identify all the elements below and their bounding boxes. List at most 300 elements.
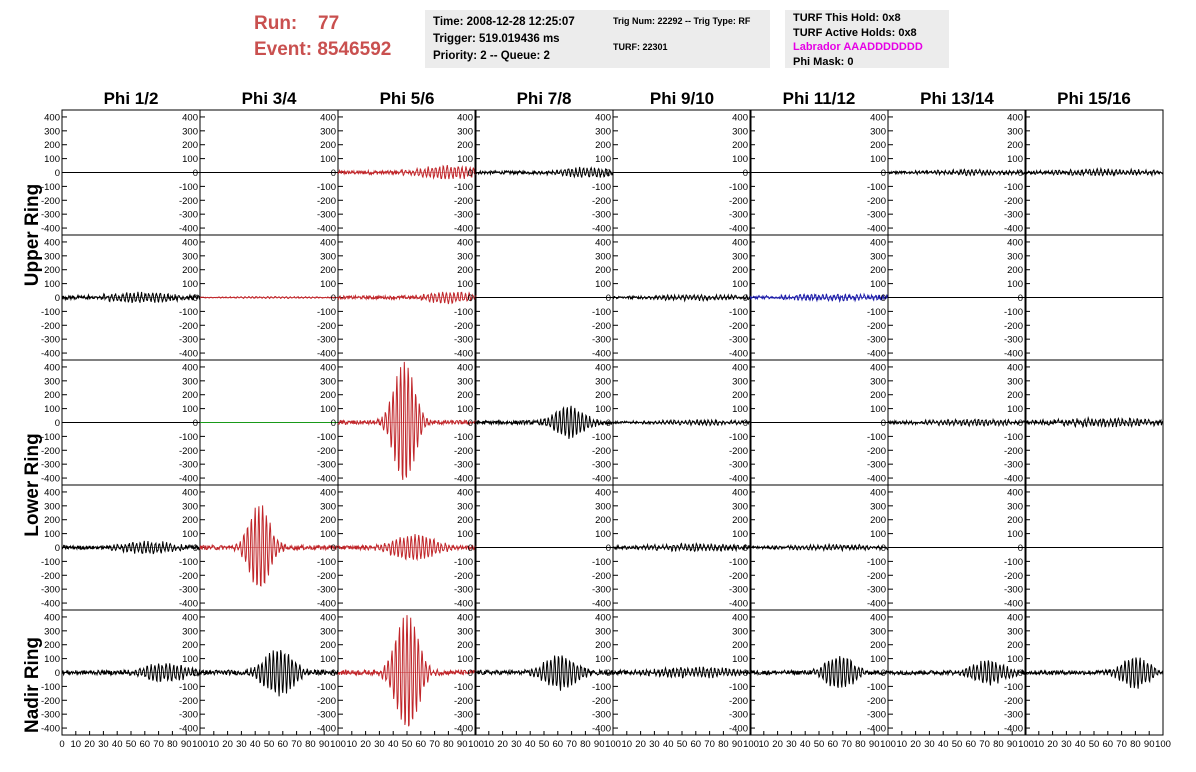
- y-tick-label: 200: [595, 640, 611, 652]
- y-tick-label: -300: [316, 459, 336, 471]
- y-tick-label: 200: [1007, 140, 1023, 152]
- y-tick-label: 100: [1007, 654, 1023, 666]
- y-tick-label: 300: [320, 501, 336, 513]
- y-tick-label: 400: [870, 112, 886, 124]
- y-tick-label: 0: [880, 418, 886, 429]
- y-tick-label: -200: [178, 320, 198, 332]
- y-tick-label: 300: [182, 376, 198, 388]
- y-tick-label: -400: [728, 473, 748, 485]
- y-tick-label: 300: [732, 251, 748, 263]
- y-tick-label: -300: [866, 459, 886, 471]
- y-tick-label: 100: [320, 654, 336, 666]
- y-tick-label: -400: [178, 223, 198, 235]
- y-tick-label: -100: [591, 306, 611, 318]
- y-tick-label: 400: [1007, 112, 1023, 124]
- y-tick-label: -400: [40, 473, 60, 485]
- y-tick-label: 200: [320, 140, 336, 152]
- x-tick-label: 60: [552, 739, 564, 750]
- x-tick-label: 70: [704, 739, 715, 750]
- y-tick-label: -100: [178, 181, 198, 193]
- y-tick-label: 300: [320, 251, 336, 263]
- y-tick-label: 0: [1017, 668, 1023, 679]
- y-tick-label: 400: [595, 487, 611, 499]
- x-tick-label: 90: [456, 739, 468, 750]
- y-tick-label: -200: [453, 570, 473, 582]
- y-tick-label: 200: [320, 515, 336, 527]
- y-tick-label: 0: [54, 543, 60, 554]
- y-tick-label: -400: [591, 473, 611, 485]
- y-tick-label: -100: [1003, 681, 1023, 693]
- y-tick-label: 200: [732, 140, 748, 152]
- y-tick-label: -300: [591, 459, 611, 471]
- y-tick-label: 400: [870, 237, 886, 249]
- y-tick-label: 300: [732, 626, 748, 638]
- y-tick-label: -300: [866, 709, 886, 721]
- y-tick-label: -200: [453, 195, 473, 207]
- y-tick-label: 200: [1007, 640, 1023, 652]
- y-tick-label: -400: [453, 723, 473, 735]
- x-tick-label: 100: [1018, 739, 1034, 750]
- y-tick-label: -400: [728, 598, 748, 610]
- y-tick-label: 200: [182, 140, 198, 152]
- x-tick-label: 20: [910, 739, 921, 750]
- y-tick-label: 200: [182, 265, 198, 277]
- y-tick-label: 200: [44, 390, 60, 402]
- y-tick-label: 100: [732, 654, 748, 666]
- y-tick-label: -400: [591, 723, 611, 735]
- y-tick-label: -200: [178, 445, 198, 457]
- y-tick-label: -100: [316, 431, 336, 443]
- y-tick-label: 400: [182, 612, 198, 624]
- y-tick-label: 400: [732, 112, 748, 124]
- y-tick-label: 300: [1007, 501, 1023, 513]
- y-tick-label: 400: [457, 487, 473, 499]
- y-tick-label: 400: [44, 487, 60, 499]
- y-tick-label: 100: [44, 654, 60, 666]
- waveform-line: [338, 534, 476, 560]
- x-tick-label: 30: [649, 739, 660, 750]
- y-tick-label: 200: [870, 140, 886, 152]
- y-tick-label: 300: [44, 501, 60, 513]
- x-tick-label: 10: [758, 739, 770, 750]
- column-header: Phi 7/8: [516, 89, 572, 108]
- y-tick-label: 300: [595, 376, 611, 388]
- y-tick-label: -100: [728, 181, 748, 193]
- y-tick-label: 100: [870, 279, 886, 291]
- y-tick-label: 300: [182, 501, 198, 513]
- y-tick-label: 400: [732, 612, 748, 624]
- y-tick-label: -100: [316, 556, 336, 568]
- y-tick-label: 100: [457, 279, 473, 291]
- y-tick-label: 400: [732, 237, 748, 249]
- y-tick-label: -100: [178, 556, 198, 568]
- y-tick-label: 200: [870, 265, 886, 277]
- y-tick-label: -400: [591, 598, 611, 610]
- y-tick-label: -200: [40, 445, 60, 457]
- y-tick-label: 0: [742, 168, 748, 179]
- ring-label: Upper Ring: [22, 183, 43, 287]
- y-tick-label: -300: [316, 709, 336, 721]
- y-tick-label: -200: [1003, 695, 1023, 707]
- y-tick-label: 0: [467, 543, 473, 554]
- y-tick-label: 300: [182, 626, 198, 638]
- y-tick-label: 400: [320, 112, 336, 124]
- y-tick-label: 0: [467, 168, 473, 179]
- y-tick-label: -200: [866, 320, 886, 332]
- y-tick-label: 300: [182, 126, 198, 138]
- y-tick-label: 100: [457, 154, 473, 166]
- y-tick-label: -200: [178, 570, 198, 582]
- y-tick-label: 0: [605, 168, 611, 179]
- x-tick-label: 80: [718, 739, 729, 750]
- x-tick-label: 50: [951, 739, 963, 750]
- y-tick-label: -100: [453, 181, 473, 193]
- x-tick-label: 80: [167, 739, 178, 750]
- y-tick-label: 0: [1017, 418, 1023, 429]
- x-tick-label: 80: [1130, 739, 1141, 750]
- y-tick-label: -400: [453, 473, 473, 485]
- y-tick-label: -200: [728, 195, 748, 207]
- y-tick-label: 0: [330, 668, 336, 679]
- y-tick-label: 100: [595, 404, 611, 416]
- y-tick-label: -300: [453, 209, 473, 221]
- y-tick-label: 0: [467, 418, 473, 429]
- y-tick-label: -100: [1003, 306, 1023, 318]
- y-tick-label: -100: [316, 681, 336, 693]
- x-tick-label: 90: [1143, 739, 1155, 750]
- y-tick-label: 200: [44, 640, 60, 652]
- y-tick-label: -400: [866, 348, 886, 360]
- turf-active-line: TURF Active Holds: 0x8: [793, 26, 917, 39]
- x-tick-label: 50: [813, 739, 825, 750]
- y-tick-label: -200: [1003, 445, 1023, 457]
- y-tick-label: 100: [320, 279, 336, 291]
- x-tick-label: 50: [125, 739, 137, 750]
- y-tick-label: 0: [330, 293, 336, 304]
- x-tick-label: 60: [1102, 739, 1114, 750]
- y-tick-label: -300: [453, 709, 473, 721]
- y-tick-label: 100: [182, 279, 198, 291]
- y-tick-label: 200: [182, 515, 198, 527]
- y-tick-label: -400: [316, 598, 336, 610]
- y-tick-label: 0: [54, 168, 60, 179]
- x-tick-label: 20: [635, 739, 646, 750]
- y-tick-label: -300: [728, 709, 748, 721]
- x-tick-label: 20: [222, 739, 233, 750]
- x-tick-label: 70: [979, 739, 990, 750]
- y-tick-label: 300: [1007, 251, 1023, 263]
- y-tick-label: 300: [595, 126, 611, 138]
- y-tick-label: 0: [54, 418, 60, 429]
- y-tick-label: -400: [1003, 473, 1023, 485]
- y-tick-label: 300: [44, 126, 60, 138]
- y-tick-label: -200: [728, 570, 748, 582]
- y-tick-label: -100: [728, 306, 748, 318]
- y-tick-label: 300: [732, 126, 748, 138]
- waveform-line: [1025, 658, 1163, 689]
- y-tick-label: 400: [457, 112, 473, 124]
- y-tick-label: -100: [453, 306, 473, 318]
- x-tick-label: 40: [1074, 739, 1086, 750]
- y-tick-label: -100: [591, 681, 611, 693]
- y-tick-label: 400: [595, 362, 611, 374]
- y-tick-label: 0: [1017, 293, 1023, 304]
- y-tick-label: 200: [457, 640, 473, 652]
- x-tick-label: 90: [180, 739, 192, 750]
- y-tick-label: 200: [320, 390, 336, 402]
- y-tick-label: -400: [40, 723, 60, 735]
- labrador-line: Labrador AAADDDDDDD: [793, 41, 923, 53]
- y-tick-label: -200: [40, 570, 60, 582]
- y-tick-label: 300: [457, 251, 473, 263]
- time-line: Time: 2008-12-28 12:25:07: [433, 16, 575, 28]
- y-tick-label: -400: [40, 598, 60, 610]
- y-tick-label: 100: [44, 404, 60, 416]
- y-tick-label: 300: [320, 126, 336, 138]
- y-tick-label: 100: [870, 529, 886, 541]
- x-tick-label: 100: [330, 739, 346, 750]
- y-tick-label: 300: [870, 376, 886, 388]
- y-tick-label: 200: [732, 515, 748, 527]
- x-tick-label: 70: [841, 739, 852, 750]
- x-tick-label: 70: [291, 739, 302, 750]
- y-tick-label: 0: [605, 418, 611, 429]
- y-tick-label: 0: [54, 668, 60, 679]
- y-tick-label: 100: [595, 154, 611, 166]
- y-tick-label: -200: [591, 695, 611, 707]
- x-tick-label: 30: [374, 739, 385, 750]
- x-tick-label: 100: [605, 739, 621, 750]
- y-tick-label: -200: [316, 695, 336, 707]
- run-value: 77: [318, 13, 340, 34]
- x-tick-label: 50: [401, 739, 413, 750]
- y-tick-label: -100: [40, 681, 60, 693]
- y-tick-label: 400: [44, 612, 60, 624]
- y-tick-label: -200: [453, 320, 473, 332]
- x-tick-label: 0: [59, 739, 65, 750]
- turf-hold-line: TURF This Hold: 0x8: [793, 12, 901, 24]
- phi-mask-line: Phi Mask: 0: [793, 55, 854, 68]
- x-tick-label: 50: [263, 739, 275, 750]
- y-tick-label: 100: [320, 404, 336, 416]
- y-tick-label: 100: [1007, 529, 1023, 541]
- y-tick-label: 0: [192, 293, 198, 304]
- y-tick-label: 400: [1007, 612, 1023, 624]
- y-tick-label: 400: [1007, 237, 1023, 249]
- y-tick-label: 100: [732, 154, 748, 166]
- y-tick-label: 400: [595, 112, 611, 124]
- y-tick-label: -400: [40, 348, 60, 360]
- y-tick-label: -100: [316, 306, 336, 318]
- x-tick-label: 100: [743, 739, 759, 750]
- x-tick-label: 20: [497, 739, 508, 750]
- y-tick-label: -400: [316, 473, 336, 485]
- y-tick-label: -300: [316, 209, 336, 221]
- ring-label: Nadir Ring: [22, 636, 43, 734]
- y-tick-label: 100: [870, 654, 886, 666]
- y-tick-label: 0: [742, 418, 748, 429]
- y-tick-label: -100: [178, 306, 198, 318]
- y-tick-label: 400: [320, 237, 336, 249]
- y-tick-label: 100: [182, 654, 198, 666]
- y-tick-label: -200: [178, 195, 198, 207]
- y-tick-label: -100: [40, 181, 60, 193]
- y-tick-label: 400: [732, 487, 748, 499]
- x-tick-label: 100: [1155, 739, 1171, 750]
- y-tick-label: 0: [880, 668, 886, 679]
- y-tick-label: -300: [316, 334, 336, 346]
- y-tick-label: -400: [728, 723, 748, 735]
- y-tick-label: 400: [44, 112, 60, 124]
- y-tick-label: 100: [595, 279, 611, 291]
- y-tick-label: 200: [44, 265, 60, 277]
- y-tick-label: -300: [40, 459, 60, 471]
- x-tick-label: 40: [937, 739, 949, 750]
- y-tick-label: 0: [192, 418, 198, 429]
- y-tick-label: -400: [728, 348, 748, 360]
- y-tick-label: -300: [40, 709, 60, 721]
- y-tick-label: -300: [1003, 709, 1023, 721]
- x-tick-label: 20: [1047, 739, 1058, 750]
- y-tick-label: 200: [870, 390, 886, 402]
- y-tick-label: 100: [1007, 404, 1023, 416]
- y-tick-label: -400: [1003, 598, 1023, 610]
- y-tick-label: -100: [866, 431, 886, 443]
- x-tick-label: 80: [580, 739, 591, 750]
- x-tick-label: 40: [662, 739, 674, 750]
- x-tick-label: 80: [855, 739, 866, 750]
- y-tick-label: -400: [316, 348, 336, 360]
- event-value: 8546592: [317, 39, 392, 60]
- y-tick-label: 300: [320, 626, 336, 638]
- x-tick-label: 70: [1116, 739, 1127, 750]
- y-tick-label: -300: [1003, 584, 1023, 596]
- x-tick-label: 40: [799, 739, 811, 750]
- y-tick-label: -200: [453, 445, 473, 457]
- y-tick-label: -100: [866, 556, 886, 568]
- y-tick-label: 400: [320, 612, 336, 624]
- y-tick-label: 300: [1007, 376, 1023, 388]
- priority-line: Priority: 2 -- Queue: 2: [433, 50, 550, 62]
- y-tick-label: -400: [591, 223, 611, 235]
- x-tick-label: 30: [924, 739, 935, 750]
- y-tick-label: 0: [742, 543, 748, 554]
- y-tick-label: -400: [1003, 348, 1023, 360]
- y-tick-label: -100: [453, 431, 473, 443]
- y-tick-label: -400: [866, 723, 886, 735]
- y-tick-label: -300: [453, 334, 473, 346]
- trig-num-line: Trig Num: 22292 -- Trig Type: RF: [613, 16, 751, 26]
- y-tick-label: -200: [866, 445, 886, 457]
- y-tick-label: -100: [591, 556, 611, 568]
- y-tick-label: -100: [178, 681, 198, 693]
- x-tick-label: 30: [98, 739, 109, 750]
- y-tick-label: -200: [591, 570, 611, 582]
- column-header: Phi 13/14: [920, 89, 994, 108]
- y-tick-label: -200: [316, 320, 336, 332]
- x-tick-label: 20: [84, 739, 95, 750]
- y-tick-label: -400: [866, 473, 886, 485]
- y-tick-label: -200: [866, 570, 886, 582]
- x-tick-label: 20: [360, 739, 371, 750]
- y-tick-label: 400: [320, 487, 336, 499]
- y-tick-label: 0: [330, 418, 336, 429]
- y-tick-label: 400: [595, 612, 611, 624]
- y-tick-label: -300: [728, 584, 748, 596]
- y-tick-label: 300: [44, 626, 60, 638]
- y-tick-label: 100: [732, 404, 748, 416]
- y-tick-label: 200: [44, 140, 60, 152]
- y-tick-label: 300: [182, 251, 198, 263]
- y-tick-label: 100: [457, 404, 473, 416]
- y-tick-label: -100: [316, 181, 336, 193]
- y-tick-label: 200: [595, 390, 611, 402]
- y-tick-label: 0: [1017, 543, 1023, 554]
- y-tick-label: 400: [182, 487, 198, 499]
- y-tick-label: -100: [728, 556, 748, 568]
- y-tick-label: -200: [316, 195, 336, 207]
- y-tick-label: 200: [457, 265, 473, 277]
- turf-line: TURF: 22301: [613, 42, 668, 52]
- y-tick-label: 100: [182, 529, 198, 541]
- x-tick-label: 10: [896, 739, 908, 750]
- ring-label: Lower Ring: [22, 433, 43, 537]
- y-tick-label: -400: [178, 598, 198, 610]
- y-tick-label: -400: [40, 223, 60, 235]
- x-tick-label: 30: [786, 739, 797, 750]
- y-tick-label: -100: [866, 681, 886, 693]
- y-tick-label: 0: [880, 293, 886, 304]
- column-header: Phi 9/10: [649, 89, 715, 108]
- y-tick-label: 200: [457, 140, 473, 152]
- y-tick-label: -100: [591, 181, 611, 193]
- y-tick-label: -200: [866, 195, 886, 207]
- y-tick-label: 200: [732, 265, 748, 277]
- y-tick-label: -100: [866, 181, 886, 193]
- y-tick-label: 300: [595, 626, 611, 638]
- x-tick-label: 100: [468, 739, 484, 750]
- y-tick-label: 100: [44, 279, 60, 291]
- y-tick-label: -200: [316, 445, 336, 457]
- y-tick-label: 200: [1007, 265, 1023, 277]
- y-tick-label: 200: [320, 265, 336, 277]
- column-header: Phi 5/6: [379, 89, 435, 108]
- y-tick-label: -300: [453, 459, 473, 471]
- x-tick-label: 80: [305, 739, 316, 750]
- y-tick-label: -400: [866, 223, 886, 235]
- x-tick-label: 90: [1006, 739, 1018, 750]
- y-tick-label: 300: [732, 376, 748, 388]
- y-tick-label: -400: [1003, 723, 1023, 735]
- y-tick-label: 200: [595, 140, 611, 152]
- y-tick-label: -400: [178, 473, 198, 485]
- y-tick-label: -300: [866, 209, 886, 221]
- y-tick-label: -400: [453, 223, 473, 235]
- y-tick-label: 200: [44, 515, 60, 527]
- y-tick-label: 400: [457, 362, 473, 374]
- y-tick-label: -100: [1003, 556, 1023, 568]
- trigger-line: Trigger: 519.019436 ms: [433, 33, 560, 45]
- y-tick-label: 300: [457, 501, 473, 513]
- y-tick-label: 100: [182, 154, 198, 166]
- y-tick-label: 300: [870, 626, 886, 638]
- y-tick-label: 100: [870, 154, 886, 166]
- y-tick-label: 200: [595, 515, 611, 527]
- y-tick-label: 300: [1007, 126, 1023, 138]
- y-tick-label: -300: [1003, 209, 1023, 221]
- x-tick-label: 10: [208, 739, 220, 750]
- y-tick-label: 400: [457, 612, 473, 624]
